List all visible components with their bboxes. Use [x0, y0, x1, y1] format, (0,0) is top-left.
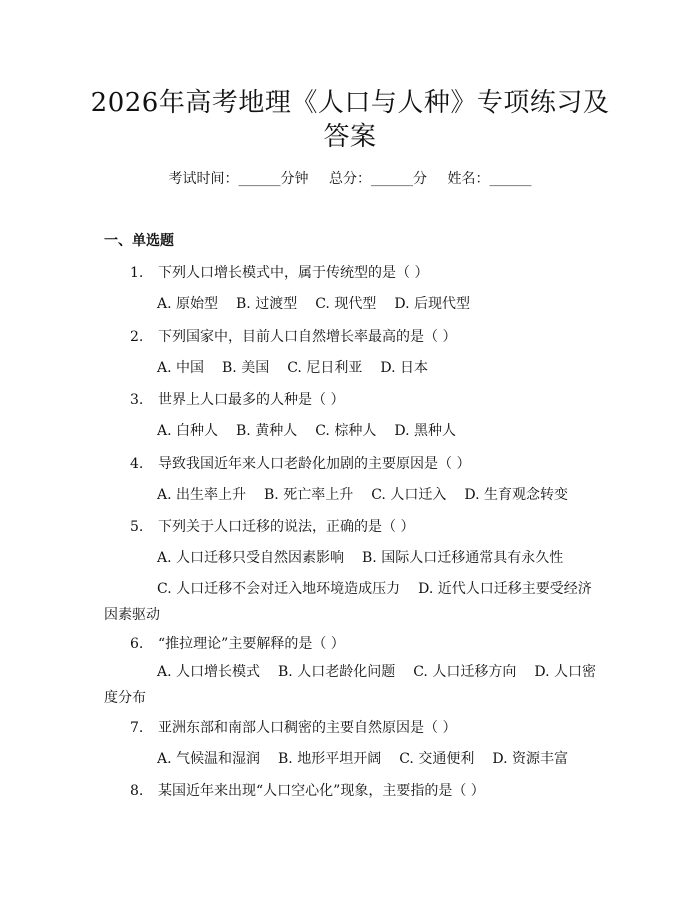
option: B. 美国	[222, 360, 270, 376]
question-2-options	[157, 357, 446, 377]
question-8	[130, 780, 485, 800]
question-6-options	[104, 659, 596, 711]
question-7	[130, 717, 456, 737]
page-title-line2: 答案	[323, 122, 377, 152]
question-7-options	[157, 748, 586, 768]
page-title-line1: 2026年高考地理《人口与人种》专项练习及	[90, 88, 610, 118]
option: D. 黑种人	[394, 423, 456, 439]
question-number: 8.	[130, 783, 144, 799]
option: D. 生育观念转变	[464, 487, 568, 503]
option: C. 人口迁移不会对迁入地环境造成压力	[157, 581, 401, 597]
question-text: 下列关于人口迁移的说法，正确的是（ ）	[158, 519, 415, 535]
question-text: 某国近年来出现“人口空心化”现象，主要指的是（ ）	[158, 783, 485, 799]
question-5	[130, 516, 414, 536]
question-6	[130, 633, 345, 653]
question-text: “推拉理论”主要解释的是（ ）	[158, 636, 345, 652]
option: C. 人口迁入	[371, 487, 447, 503]
option: A. 人口迁移只受自然因素影响	[157, 550, 345, 566]
option: B. 国际人口迁移通常具有永久性	[362, 550, 564, 566]
question-4	[130, 453, 470, 473]
option: A. 原始型	[157, 296, 219, 312]
option: D. 人口密度分布	[104, 664, 596, 706]
option: C. 人口迁移方向	[413, 664, 517, 680]
option: C. 现代型	[315, 296, 377, 312]
section-heading: 一、单选题	[104, 233, 174, 249]
question-number: 3.	[130, 392, 144, 408]
question-number: 4.	[130, 456, 144, 472]
question-2	[130, 326, 456, 346]
option: B. 地形平坦开阔	[278, 751, 382, 767]
question-4-options	[157, 484, 586, 504]
question-3-options	[157, 420, 474, 440]
option: D. 后现代型	[394, 296, 470, 312]
question-5-options-row2	[104, 576, 596, 628]
question-3	[130, 389, 344, 409]
option: D. 日本	[380, 360, 428, 376]
option: C. 尼日利亚	[287, 360, 363, 376]
question-text: 下列人口增长模式中，属于传统型的是（ ）	[158, 265, 429, 281]
option: C. 交通便利	[399, 751, 475, 767]
option: A. 白种人	[157, 423, 219, 439]
question-number: 6.	[130, 636, 144, 652]
option: B. 死亡率上升	[264, 487, 354, 503]
question-1-options	[157, 293, 488, 313]
question-number: 7.	[130, 720, 144, 736]
question-number: 5.	[130, 519, 144, 535]
question-number: 2.	[130, 329, 144, 345]
exam-time: 考试时间：______分钟	[168, 171, 309, 187]
option: A. 人口增长模式	[157, 664, 261, 680]
exam-score: 总分：______分	[329, 171, 427, 187]
option: C. 棕种人	[315, 423, 377, 439]
question-text: 导致我国近年来人口老龄化加剧的主要原因是（ ）	[158, 456, 471, 472]
option: A. 出生率上升	[157, 487, 247, 503]
question-text: 世界上人口最多的人种是（ ）	[158, 392, 345, 408]
option: D. 资源丰富	[492, 751, 568, 767]
exam-name: 姓名：______	[447, 171, 532, 187]
question-5-options-row1	[157, 547, 581, 567]
option: D. 近代人口迁移主要受经济因素驱动	[104, 581, 592, 623]
exam-info	[0, 168, 700, 188]
question-number: 1.	[130, 265, 144, 281]
option: B. 黄种人	[236, 423, 298, 439]
option: A. 气候温和湿润	[157, 751, 261, 767]
option: A. 中国	[157, 360, 205, 376]
question-text: 亚洲东部和南部人口稠密的主要自然原因是（ ）	[158, 720, 457, 736]
question-text: 下列国家中，目前人口自然增长率最高的是（ ）	[158, 329, 457, 345]
question-1	[130, 262, 428, 282]
option: B. 人口老龄化问题	[278, 664, 396, 680]
option: B. 过渡型	[236, 296, 298, 312]
